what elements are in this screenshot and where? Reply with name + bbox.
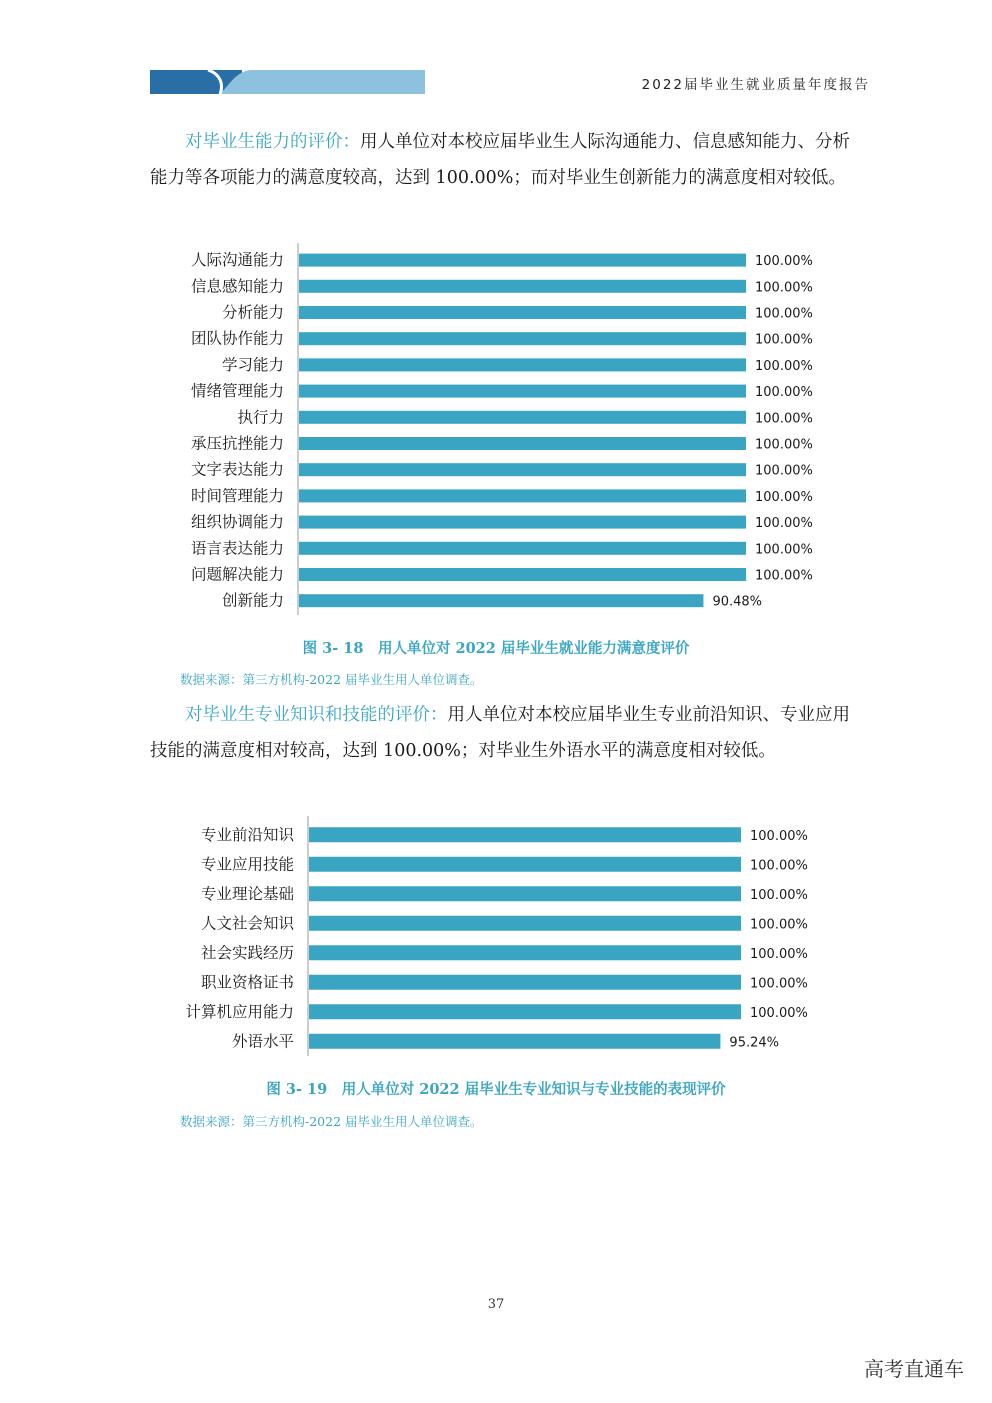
bar (309, 975, 741, 990)
bar (299, 542, 746, 555)
bar (309, 886, 741, 901)
category-label: 专业理论基础 (200, 884, 294, 903)
header-band-light (220, 70, 425, 94)
category-label: 学习能力 (221, 355, 284, 374)
bar (309, 857, 741, 872)
data-label: 100.00% (750, 946, 808, 962)
category-label: 专业前沿知识 (200, 825, 294, 844)
page-number: 37 (487, 1297, 505, 1312)
figure-caption: 图 3- 18 用人单位对 2022 届毕业生就业能力满意度评价 (302, 640, 690, 657)
data-label: 100.00% (750, 917, 808, 933)
category-label: 分析能力 (221, 303, 284, 322)
category-label: 问题解决能力 (190, 565, 284, 584)
category-label: 专业应用技能 (200, 855, 294, 874)
data-label: 95.24% (729, 1035, 780, 1051)
paragraph-ability-evaluation (150, 124, 850, 196)
category-label: 职业资格证书 (200, 973, 294, 992)
paragraph-text: 用人单位对本校应届毕业生专业前沿知识、专业应用技能的满意度相对较高，达到 100.00%；对毕业生外语水平的满意度相对较低。 (150, 705, 850, 761)
data-label: 100.00% (750, 887, 808, 903)
data-label: 100.00% (755, 280, 813, 296)
bar (299, 358, 746, 371)
data-label: 100.00% (750, 858, 808, 874)
bar (299, 516, 746, 529)
knowledge-skills-svg (150, 816, 850, 1056)
category-label: 人际沟通能力 (190, 251, 284, 270)
data-label: 100.00% (755, 568, 813, 584)
data-label: 100.00% (755, 411, 813, 427)
category-label: 执行力 (237, 408, 284, 427)
figure-caption: 图 3- 19 用人单位对 2022 届毕业生专业知识与专业技能的表现评价 (266, 1081, 726, 1098)
bar (309, 1034, 720, 1049)
bar (299, 489, 746, 502)
bar (309, 916, 741, 931)
data-label: 100.00% (750, 976, 808, 992)
bar (309, 945, 741, 960)
ability-satisfaction-chart (150, 243, 850, 615)
bar (299, 332, 746, 345)
bar (299, 254, 746, 267)
paragraph-text: 用人单位对本校应届毕业生人际沟通能力、信息感知能力、分析能力等各项能力的满意度较高，达到 100.00%；而对毕业生创新能力的满意度相对较低。 (150, 132, 850, 188)
header-band (150, 70, 425, 94)
category-label: 组织协调能力 (190, 513, 284, 532)
category-label: 时间管理能力 (190, 486, 284, 505)
knowledge-skills-chart (150, 816, 850, 1056)
category-label: 情绪管理能力 (190, 382, 284, 401)
data-label: 100.00% (750, 828, 808, 844)
category-label: 人文社会知识 (200, 914, 294, 933)
paragraph-lead: 对毕业生能力的评价： (185, 132, 360, 152)
bar (299, 594, 703, 607)
category-label: 信息感知能力 (190, 277, 284, 296)
category-label: 社会实践经历 (200, 943, 294, 962)
bar (299, 568, 746, 581)
data-label: 100.00% (755, 542, 813, 558)
bar (309, 827, 741, 842)
category-label: 创新能力 (221, 591, 284, 610)
bar (299, 280, 746, 293)
paragraph-knowledge-evaluation (150, 697, 850, 769)
data-label: 100.00% (755, 516, 813, 532)
data-label: 100.00% (755, 306, 813, 322)
ability-satisfaction-svg (150, 243, 850, 615)
bar (299, 385, 746, 398)
data-label: 100.00% (755, 332, 813, 348)
data-label: 100.00% (755, 358, 813, 374)
data-label: 100.00% (755, 385, 813, 401)
category-label: 外语水平 (231, 1032, 294, 1051)
watermark: 高考直通车 (864, 1357, 964, 1381)
category-label: 语言表达能力 (190, 539, 284, 558)
category-label: 计算机应用能力 (185, 1002, 294, 1021)
data-label: 100.00% (750, 1005, 808, 1021)
data-label: 100.00% (755, 254, 813, 270)
data-label: 100.00% (755, 437, 813, 453)
data-source: 数据来源：第三方机构-2022 届毕业生用人单位调查。 (180, 672, 483, 687)
data-label: 90.48% (712, 594, 763, 610)
category-label: 承压抗挫能力 (190, 434, 284, 453)
bar (299, 411, 746, 424)
data-label: 100.00% (755, 463, 813, 479)
data-source: 数据来源：第三方机构-2022 届毕业生用人单位调查。 (180, 1114, 483, 1129)
category-label: 团队协作能力 (190, 329, 284, 348)
header-title: 2022届毕业生就业质量年度报告 (641, 77, 870, 93)
bar (299, 463, 746, 476)
bar (299, 437, 746, 450)
data-label: 100.00% (755, 489, 813, 505)
bar (299, 306, 746, 319)
paragraph-lead: 对毕业生专业知识和技能的评价： (185, 705, 448, 725)
category-label: 文字表达能力 (190, 460, 284, 479)
bar (309, 1004, 741, 1019)
